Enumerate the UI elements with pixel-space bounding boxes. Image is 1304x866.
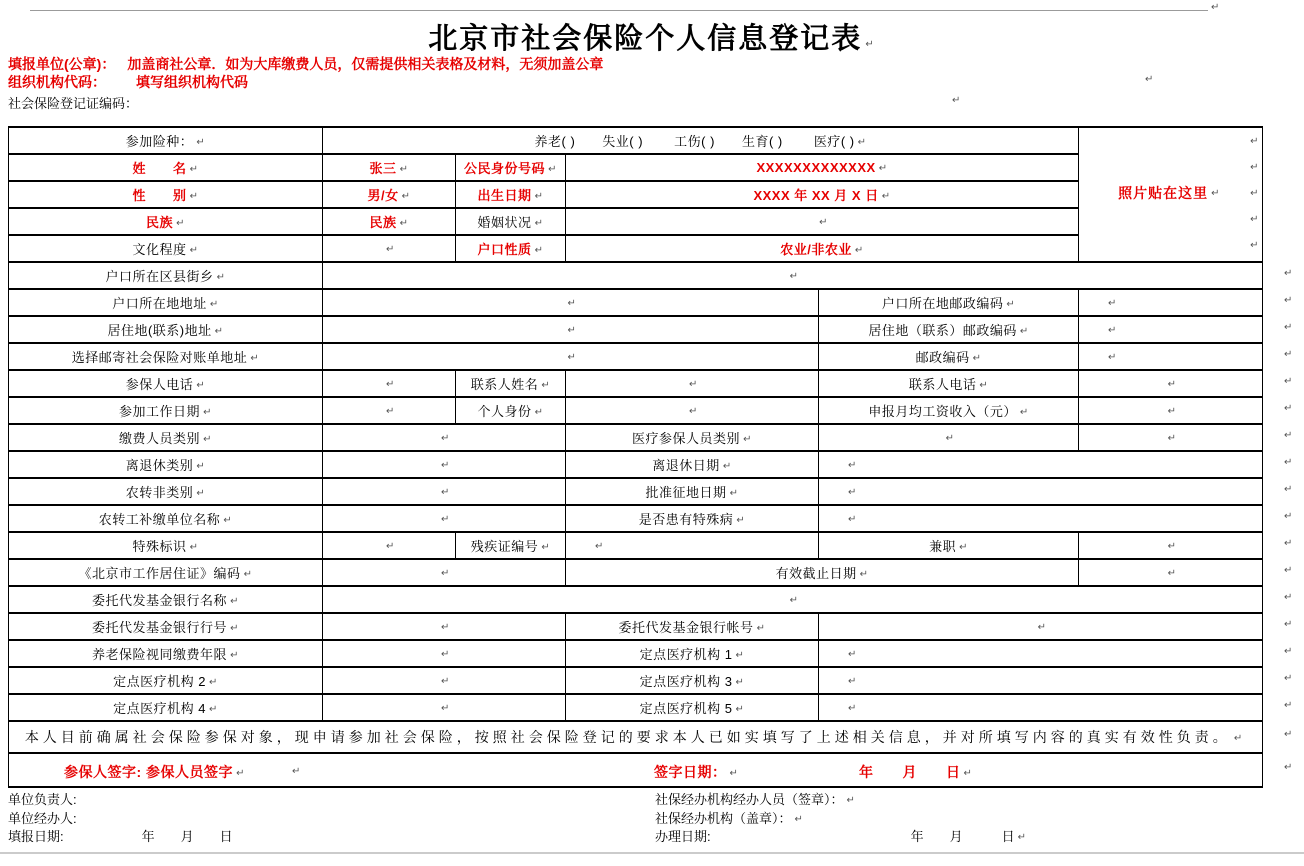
cell-blank[interactable]: ↵ bbox=[323, 235, 456, 262]
cell-blank[interactable]: ↵ bbox=[819, 424, 1079, 451]
birth-date-value[interactable]: XXXX 年 XX 月 X 日 ↵ bbox=[566, 181, 1079, 208]
pilcrow-mark: ↵ bbox=[1284, 564, 1293, 576]
cell-blank[interactable]: ↵ bbox=[323, 559, 566, 586]
cell-blank[interactable]: ↵ bbox=[323, 613, 566, 640]
cell-blank[interactable]: ↵ bbox=[323, 478, 566, 505]
name-value[interactable]: 张三 ↵ bbox=[323, 154, 456, 181]
pilcrow-mark: ↵ bbox=[1284, 402, 1293, 414]
process-date-fields[interactable]: 年 月 日 bbox=[910, 829, 1015, 844]
cell-label: 定点医疗机构 4 ↵ bbox=[9, 694, 323, 721]
note-stamp-text: 加盖商社公章．如为大库缴费人员，仅需提供相关表格及材料，无须加盖公章 bbox=[127, 56, 604, 72]
note-stamp-label: 填报单位(公章)： bbox=[8, 56, 116, 72]
cell-label: 定点医疗机构 2 ↵ bbox=[9, 667, 323, 694]
cell-label: 残疾证编号 ↵ bbox=[456, 532, 566, 559]
cell-blank[interactable]: ↵ bbox=[1079, 532, 1263, 559]
pilcrow-mark: ↵ bbox=[1017, 832, 1027, 843]
process-date-line bbox=[655, 828, 1026, 847]
cell-label: 批准征地日期 ↵ bbox=[566, 478, 819, 505]
table-row bbox=[9, 586, 1263, 613]
cell-blank[interactable]: ↵ bbox=[1079, 397, 1263, 424]
pilcrow-mark: ↵ bbox=[1284, 591, 1293, 603]
table-row bbox=[9, 478, 1263, 505]
fill-date-fields[interactable]: 年 月 日 bbox=[141, 829, 233, 844]
cell-label: 有效截止日期 ↵ bbox=[566, 559, 1079, 586]
cell-label: 定点医疗机构 3 ↵ bbox=[566, 667, 819, 694]
registration-form-table bbox=[8, 126, 1263, 788]
note-org-code bbox=[8, 72, 248, 92]
cell-label: 出生日期 ↵ bbox=[456, 181, 566, 208]
agency-handler-line bbox=[655, 791, 1026, 810]
pilcrow-mark: ↵ bbox=[1284, 699, 1293, 711]
cell-label: 委托代发基金银行名称 ↵ bbox=[9, 586, 323, 613]
pilcrow-mark: ↵ bbox=[1284, 456, 1293, 468]
agency-handler-label: 社保经办机构经办人员（签章）： bbox=[655, 792, 844, 807]
cell-blank[interactable]: ↵ bbox=[819, 640, 1263, 667]
cell-label: 姓 名 ↵ bbox=[9, 154, 323, 181]
pilcrow-mark: ↵ bbox=[952, 95, 961, 106]
cell-label: 定点医疗机构 5 ↵ bbox=[566, 694, 819, 721]
signature-date-label: 签字日期： ↵ bbox=[654, 764, 739, 780]
cell-label: 户口所在地地址 ↵ bbox=[9, 289, 323, 316]
agency-seal-line bbox=[655, 810, 1026, 829]
cell-blank[interactable]: ↵ bbox=[323, 316, 819, 343]
cell-label: 养老( ) 失业( ) 工伤( ) 生育( ) 医疗( ) ↵ bbox=[323, 127, 1079, 154]
cell-label: 参加工作日期 ↵ bbox=[9, 397, 323, 424]
cell-blank[interactable]: ↵ bbox=[323, 532, 456, 559]
cell-label: 个人身份 ↵ bbox=[456, 397, 566, 424]
cell-blank[interactable]: ↵ bbox=[819, 505, 1263, 532]
cell-label: 养老保险视同缴费年限 ↵ bbox=[9, 640, 323, 667]
table-row bbox=[9, 694, 1263, 721]
signature-row bbox=[9, 753, 1263, 787]
pilcrow-mark: ↵ bbox=[1284, 762, 1293, 773]
cell-label: 性 别 ↵ bbox=[9, 181, 323, 208]
cell-label: 居住地（联系）邮政编码 ↵ bbox=[819, 316, 1079, 343]
cell-blank[interactable]: ↵ bbox=[1079, 559, 1263, 586]
cell-label: 居住地(联系)地址 ↵ bbox=[9, 316, 323, 343]
pilcrow-mark: ↵ bbox=[1284, 321, 1293, 333]
hukou-type-value[interactable]: 农业/非农业 ↵ bbox=[566, 235, 1079, 262]
table-row bbox=[9, 559, 1263, 586]
cell-label: 离退休日期 ↵ bbox=[566, 451, 819, 478]
cell-label: 兼职 ↵ bbox=[819, 532, 1079, 559]
pilcrow-mark: ↵ bbox=[1284, 429, 1293, 441]
org-code-label: 组织机构代码： bbox=[8, 74, 106, 90]
cell-label: 是否患有特殊病 ↵ bbox=[566, 505, 819, 532]
pilcrow-mark: ↵ bbox=[846, 795, 855, 806]
cell-blank[interactable]: ↵ bbox=[323, 505, 566, 532]
ethnicity-value[interactable]: 民族 ↵ bbox=[323, 208, 456, 235]
pilcrow-mark: ↵ bbox=[1284, 510, 1293, 522]
pilcrow-mark: ↵ bbox=[1284, 267, 1293, 279]
declaration-text: 本人目前确属社会保险参保对象，现申请参加社会保险，按照社会保险登记的要求本人已如实填写了上述相关信息，并对所填写内容的真实有效性负责。 ↵ bbox=[9, 721, 1263, 753]
cell-blank[interactable]: ↵ bbox=[323, 343, 819, 370]
page-bottom-rule bbox=[0, 852, 1304, 854]
cell-label: 参保人电话 ↵ bbox=[9, 370, 323, 397]
table-row bbox=[9, 397, 1263, 424]
cell-blank[interactable]: ↵ bbox=[323, 262, 1263, 289]
pilcrow-mark: ↵ bbox=[1284, 348, 1293, 360]
cell-blank[interactable]: ↵ bbox=[566, 208, 1079, 235]
cell-blank[interactable]: ↵ bbox=[566, 397, 819, 424]
unit-head-label: 单位负责人: bbox=[8, 792, 77, 807]
photo-empty-line: ↵ bbox=[1250, 161, 1260, 173]
table-row bbox=[9, 451, 1263, 478]
insured-signature-field[interactable]: 参保人签字: 参保人员签字 ↵ bbox=[64, 764, 245, 780]
cell-blank[interactable]: ↵ bbox=[323, 397, 456, 424]
declaration-row bbox=[9, 721, 1263, 753]
cell-label: 户口性质 ↵ bbox=[456, 235, 566, 262]
table-row bbox=[9, 127, 1263, 154]
unit-head-line bbox=[8, 791, 233, 810]
table-row bbox=[9, 532, 1263, 559]
cell-blank[interactable]: ↵ bbox=[819, 613, 1263, 640]
cell-blank[interactable]: ↵ bbox=[323, 667, 566, 694]
pilcrow-mark: ↵ bbox=[292, 766, 301, 777]
cell-label: 离退休类别 ↵ bbox=[9, 451, 323, 478]
table-row bbox=[9, 505, 1263, 532]
cell-label: 医疗参保人员类别 ↵ bbox=[566, 424, 819, 451]
top-rule bbox=[30, 10, 1208, 11]
photo-placeholder-line: 照片贴在这里 ↵ ↵ bbox=[1118, 185, 1260, 201]
reg-no-label-text: 社会保险登记证编码： bbox=[8, 96, 139, 111]
table-row bbox=[9, 424, 1263, 451]
cell-blank[interactable]: ↵ bbox=[566, 532, 819, 559]
cell-blank[interactable]: ↵ bbox=[323, 370, 456, 397]
pilcrow-mark: ↵ bbox=[1284, 483, 1293, 495]
table-row bbox=[9, 235, 1263, 262]
cell-label: 文化程度 ↵ bbox=[9, 235, 323, 262]
process-date-label: 办理日期: bbox=[655, 829, 711, 844]
pilcrow-mark: ↵ bbox=[1284, 294, 1293, 306]
cell-label: 委托代发基金银行行号 ↵ bbox=[9, 613, 323, 640]
cell-label: 婚姻状况 ↵ bbox=[456, 208, 566, 235]
cell-label: 缴费人员类别 ↵ bbox=[9, 424, 323, 451]
table-row bbox=[9, 370, 1263, 397]
photo-empty-line: ↵ bbox=[1250, 135, 1260, 147]
cell-label: 民族 ↵ bbox=[9, 208, 323, 235]
cell-label: 申报月均工资收入（元） ↵ bbox=[819, 397, 1079, 424]
cell-blank[interactable]: ↵ bbox=[1079, 370, 1263, 397]
table-row bbox=[9, 181, 1263, 208]
pilcrow-mark: ↵ bbox=[1284, 537, 1293, 549]
cell-label: 选择邮寄社会保险对账单地址 ↵ bbox=[9, 343, 323, 370]
pilcrow-mark: ↵ bbox=[794, 813, 803, 825]
fill-date-line bbox=[8, 828, 233, 847]
id-number-value[interactable]: XXXXXXXXXXXXX ↵ bbox=[566, 154, 1079, 181]
cell-blank[interactable]: ↵ bbox=[819, 478, 1263, 505]
gender-value[interactable]: 男/女 ↵ bbox=[323, 181, 456, 208]
cell-label: 公民身份号码 ↵ bbox=[456, 154, 566, 181]
note-stamp-instruction bbox=[8, 54, 603, 74]
cell-blank[interactable]: ↵ bbox=[819, 667, 1263, 694]
table-row bbox=[9, 316, 1263, 343]
cell-blank[interactable]: ↵ bbox=[1079, 424, 1263, 451]
cell-label: 农转工补缴单位名称 ↵ bbox=[9, 505, 323, 532]
cell-label: 联系人姓名 ↵ bbox=[456, 370, 566, 397]
unit-handler-label: 单位经办人: bbox=[8, 810, 77, 826]
form-table-body bbox=[9, 127, 1263, 787]
cell-blank[interactable]: ↵ bbox=[323, 424, 566, 451]
pilcrow-mark: ↵ bbox=[1284, 672, 1293, 684]
cell-label: 邮政编码 ↵ bbox=[819, 343, 1079, 370]
cell-blank[interactable]: ↵ bbox=[323, 586, 1263, 613]
fill-date-label: 填报日期: bbox=[8, 829, 64, 844]
pilcrow-mark: ↵ bbox=[1284, 375, 1293, 387]
cell-blank[interactable]: ↵ bbox=[819, 694, 1263, 721]
cell-label: 农转非类别 ↵ bbox=[9, 478, 323, 505]
cell-blank[interactable]: ↵ bbox=[566, 370, 819, 397]
cell-blank[interactable]: ↵ bbox=[323, 640, 566, 667]
photo-cell[interactable] bbox=[1079, 127, 1263, 262]
cell-blank[interactable]: ↵ bbox=[323, 289, 819, 316]
footer-left bbox=[8, 791, 233, 847]
table-row bbox=[9, 262, 1263, 289]
cell-blank[interactable]: ↵ bbox=[1079, 343, 1263, 370]
cell-blank[interactable]: ↵ bbox=[323, 694, 566, 721]
photo-placeholder-text: 照片贴在这里 bbox=[1118, 185, 1209, 201]
table-row bbox=[9, 208, 1263, 235]
pilcrow-mark: ↵ bbox=[1211, 2, 1220, 13]
table-row bbox=[9, 667, 1263, 694]
pilcrow-mark: ↵ bbox=[1284, 618, 1293, 630]
pilcrow-mark: ↵ bbox=[1145, 74, 1154, 85]
cell-label: 委托代发基金银行帐号 ↵ bbox=[566, 613, 819, 640]
cell-label: 定点医疗机构 1 ↵ bbox=[566, 640, 819, 667]
cell-blank[interactable]: ↵ bbox=[1079, 316, 1263, 343]
table-row bbox=[9, 343, 1263, 370]
cell-label: 《北京市工作居住证》编码 ↵ bbox=[9, 559, 323, 586]
pilcrow-mark: ↵ bbox=[865, 39, 876, 50]
signature-date-fields[interactable]: 年 月 日 ↵ bbox=[859, 764, 973, 780]
cell-blank[interactable]: ↵ bbox=[323, 451, 566, 478]
pilcrow-mark: ↵ bbox=[1284, 729, 1293, 740]
table-row bbox=[9, 640, 1263, 667]
cell-label: 联系人电话 ↵ bbox=[819, 370, 1079, 397]
cell-blank[interactable]: ↵ bbox=[1079, 289, 1263, 316]
cell-label: 特殊标识 ↵ bbox=[9, 532, 323, 559]
signature-cell bbox=[9, 753, 1263, 787]
cell-label: 户口所在地邮政编码 ↵ bbox=[819, 289, 1079, 316]
agency-seal-label: 社保经办机构（盖章）： bbox=[655, 810, 792, 826]
footer-right bbox=[655, 791, 1026, 847]
table-row bbox=[9, 613, 1263, 640]
social-insurance-reg-no-label bbox=[8, 93, 138, 112]
photo-empty-line: ↵ bbox=[1250, 239, 1260, 251]
table-row bbox=[9, 289, 1263, 316]
photo-empty-line: ↵ bbox=[1250, 213, 1260, 225]
unit-handler-line bbox=[8, 810, 233, 829]
cell-label: 户口所在区县街乡 ↵ bbox=[9, 262, 323, 289]
cell-label: 参加险种： ↵ bbox=[9, 127, 323, 154]
pilcrow-mark: ↵ bbox=[1284, 645, 1293, 657]
page-title bbox=[0, 16, 1304, 57]
org-code-text: 填写组织机构代码 bbox=[136, 74, 248, 90]
page-title-text: 北京市社会保险个人信息登记表 bbox=[428, 23, 863, 55]
cell-blank[interactable]: ↵ bbox=[819, 451, 1263, 478]
table-row bbox=[9, 154, 1263, 181]
